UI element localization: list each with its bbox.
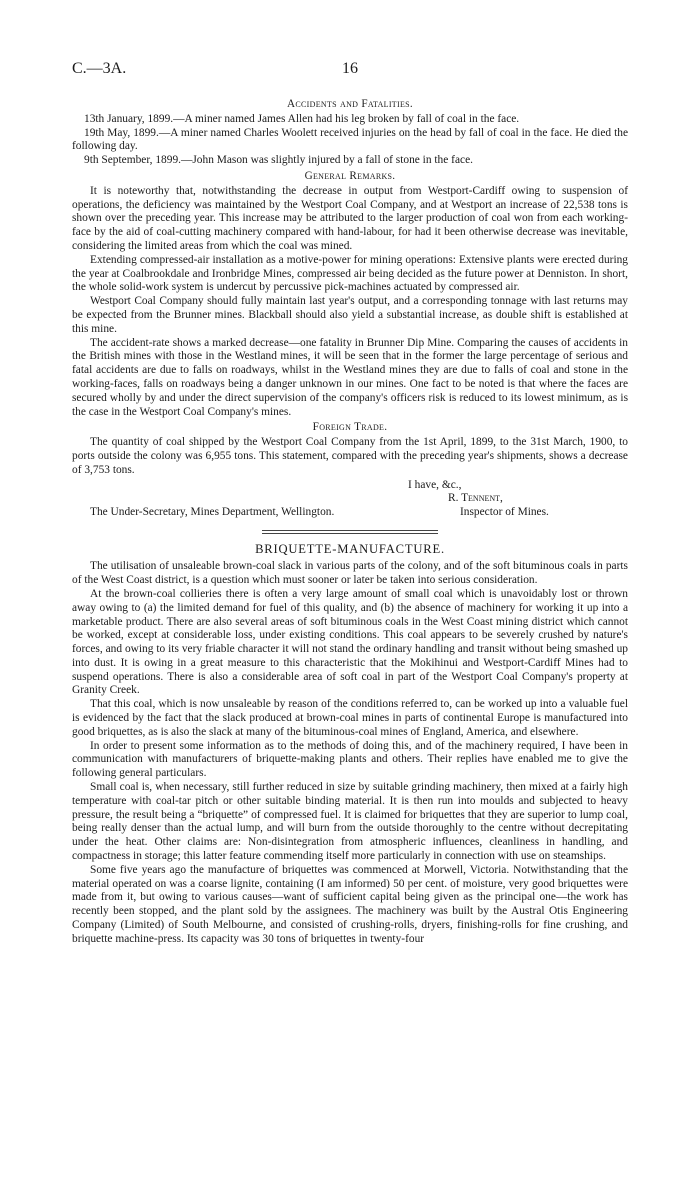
accidents-heading: Accidents and Fatalities. [287, 98, 413, 110]
general-remarks-paragraph: Westport Coal Company should fully maintain last year's output, and a corresponding tonnage with last returns may be expected from the Brunner mines. Blackball should also yield a substantial increase, as double shift is established at this mine. [72, 295, 628, 335]
briquette-paragraph: In order to present some information as to the methods of doing this, and of the machinery required, I have been in communication with manufacturers of briquette-making plants and others. Their replies have enabled me to give the following general particulars. [72, 739, 628, 780]
divider-line [262, 530, 438, 531]
signature-addressee: The Under-Secretary, Mines Department, Wellington. [90, 505, 335, 518]
foreign-trade-heading: Foreign Trade. [312, 421, 388, 434]
briquette-paragraph: Small coal is, when necessary, still further reduced in size by suitable grinding machinery, then mixed at a fairly high temperature with coal-tar pitch or other suitable binding material. It is then run into moulds and subjected to heavy pressure, the result being a “briquette” of compressed fuel. It is claimed for briquettes that they are superior to lump coal, being really denser than the actual lump, and will burn from the outside thoroughly to the centre without decrepitating under the heat. Other claims are: Non-disintegration from atmospheric influences, cleanliness in handling, and compactness in storage; this latter feature commending itself more particularly in connection with use on steamships. [72, 781, 628, 863]
signature-closing: I have, &c., [408, 478, 462, 491]
accident-entry: 13th January, 1899.—A miner named James Allen had his leg broken by fall of coal in the face. [84, 112, 520, 125]
signature-title: Inspector of Mines. [460, 505, 549, 518]
divider-line [262, 533, 438, 534]
general-remarks-heading: General Remarks. [304, 169, 396, 182]
document-reference: C.—3A. [72, 60, 127, 77]
page-header [72, 60, 628, 84]
signature-name: R. Tennent, [448, 491, 503, 504]
briquette-heading: BRIQUETTE-MANUFACTURE. [255, 541, 445, 556]
briquette-paragraph: The utilisation of unsaleable brown-coal slack in various parts of the colony, and of the soft bituminous coals in parts of the West Coast district, is a question which must sooner or later be taken into serious consideration. [72, 560, 628, 587]
general-remarks-paragraph: Extending compressed-air installation as a motive-power for mining operations: Extensive plants were erected during the year at Coalbrookdale and Ironbridge Mines, compressed air being decided as the future power at Denniston. In short, the whole solid-work system is undercut by percussive pick-machines actuated by compressed air. [72, 253, 628, 294]
briquette-paragraph: Some five years ago the manufacture of briquettes was commenced at Morwell, Victoria. Notwithstanding that the material operated on was a coarse lignite, containing (I am informed) 50 per cent. of moisture, very good briquettes were made from it, but owing to various causes—want of sufficient capital being given as the principal one—the work has recently been stopped, and the plant sold by the assignees. The machinery was built by the Austral Otis Engineering Company (Limited) of South Melbourne, and consisted of crushing-rolls, dryers, finishing-rolls for fine crushing, and briquette machine-press. Its capacity was 30 tons of briquettes in twenty-four [72, 863, 628, 945]
general-remarks-paragraph: The accident-rate shows a marked decrease—one fatality in Brunner Dip Mine. Comparing the causes of accidents in the British mines with those in the Westland mines, it will be seen that in the former the large percentage of serious and fatal accidents are due to falls on roadways, whilst in the Westland mines they are due to falls of coal and stone in the working-faces, falls on roadways being a danger unknown in our mines. One fact to be noted is that where the faces are secured wholly by and under the direct supervision of the company's officers risk is reduced to its lowest minimum, as is the case in the Westport Coal Company's mines. [72, 336, 628, 418]
foreign-trade-paragraph: The quantity of coal shipped by the Westport Coal Company from the 1st April, 1899, to the 31st March, 1900, to ports outside the colony was 6,955 tons. This statement, compared with the preceding year's shipments, shows a decrease of 3,753 tons. [72, 436, 628, 476]
accident-entry: 9th September, 1899.—John Mason was slightly injured by a fall of stone in the face. [84, 154, 473, 167]
accident-entry: 19th May, 1899.—A miner named Charles Woolett received injuries on the head by fall of coal in the face. He died the following day. [72, 126, 628, 153]
section-divider [72, 521, 628, 541]
general-remarks-paragraph: It is noteworthy that, notwithstanding the decrease in output from Westport-Cardiff owing to suspension of operations, the deficiency was maintained by the Westport Coal Company, and at Westport an increase of 22,538 tons is shown over the preceding year. This increase may be attributed to the larger production of coal won from each working-face by the aid of coal-cutting machinery compared with hand-labour, for had it been otherwise decrease was inevitable, considering the limited areas from which the coal was mined. [72, 184, 628, 252]
document-body [72, 96, 628, 947]
page-number: 16 [342, 60, 358, 77]
signature-block [72, 479, 628, 521]
briquette-paragraph: At the brown-coal collieries there is often a very large amount of small coal which is unavoidably lost or thrown away owing to (a) the limited demand for fuel of this quality, and (b) the absence of machinery for working it up into a marketable product. There are also several areas of soft bituminous coals in the West Coast mining district which cannot be worked, except at considerable loss, under existing conditions. This coal appears to be severely crushed by nature's forces, and owing to its very friable character it will not stand the ordinary handling and transit without being smashed up into dust. It is owing in a great measure to this characteristic that the Mokihinui and Westport-Cardiff Mines had to suspend operations. There is also a considerable area of soft coal in part of the Westport Coal Company's property at Granity Creek. [72, 587, 628, 697]
briquette-paragraph: That this coal, which is now unsaleable by reason of the conditions referred to, can be worked up into a valuable fuel is evidenced by the fact that the slack produced at brown-coal mines in parts of continental Europe is manufactured into good briquettes, as is also the slack at many of the bituminous-coal mines of England, America, and elsewhere. [72, 698, 628, 738]
